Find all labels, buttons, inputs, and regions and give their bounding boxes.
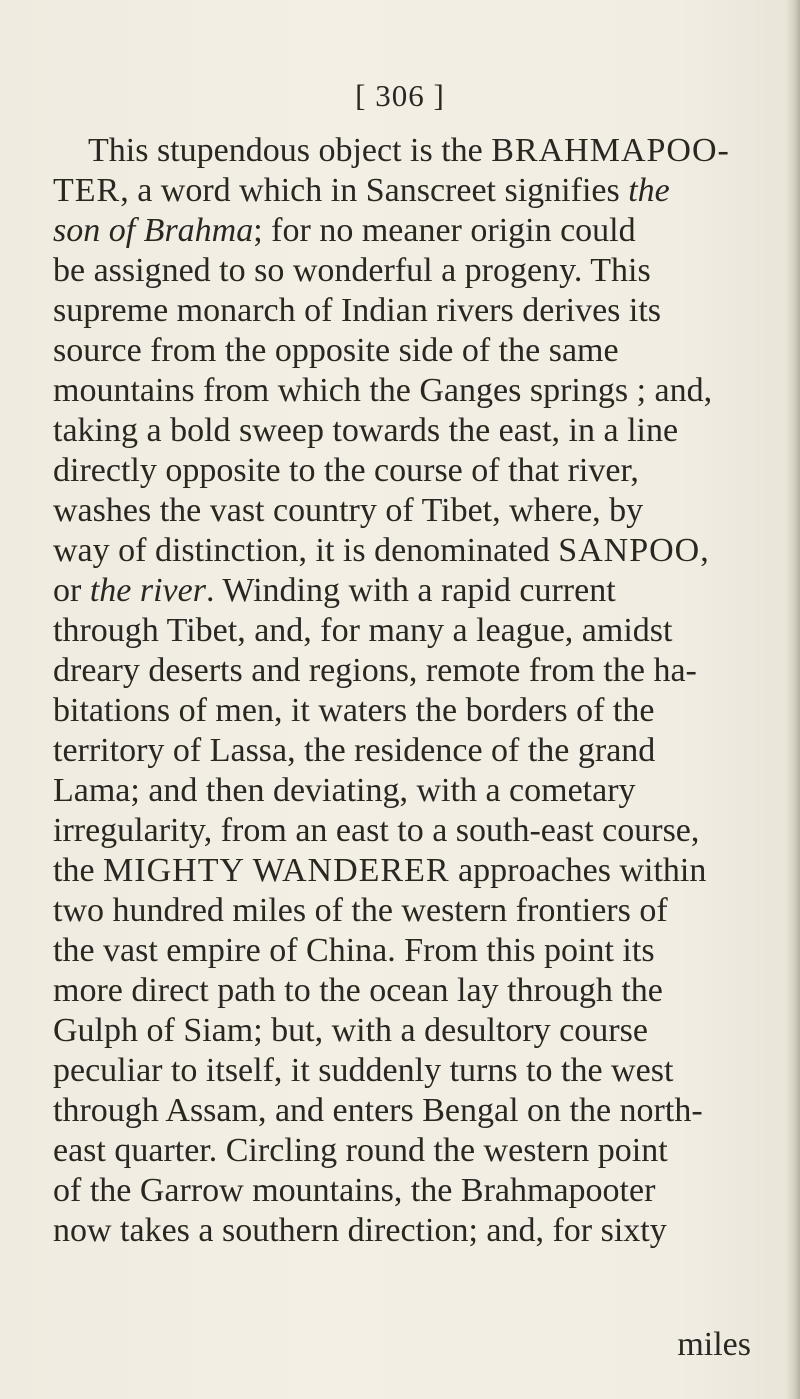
text-line: son of Brahma; for no meaner origin could (53, 212, 636, 249)
text-line: mountains from which the Ganges springs ; and, (53, 372, 713, 409)
text-line: way of distinction, it is denominated SANPOO, (53, 532, 710, 569)
catchword: miles (677, 1326, 751, 1363)
text-line: This stupendous object is the BRAHMAPOO- (88, 132, 730, 169)
text-line: supreme monarch of Indian rivers derives its (53, 292, 662, 329)
text-line: peculiar to itself, it suddenly turns to the west (53, 1052, 674, 1089)
text-line: through Assam, and enters Bengal on the north- (53, 1092, 703, 1129)
text-line: Lama; and then deviating, with a cometary (53, 772, 636, 809)
text-line: bitations of men, it waters the borders of the (53, 692, 655, 729)
text-line: irregularity, from an east to a south-east course, (53, 812, 700, 849)
text-line: or the river. Winding with a rapid current (53, 572, 616, 609)
text-line: through Tibet, and, for many a league, amidst (53, 612, 673, 649)
text-line: of the Garrow mountains, the Brahmapooter (53, 1172, 656, 1209)
text-line: TER, a word which in Sanscreet signifies the (53, 172, 670, 209)
text-line: territory of Lassa, the residence of the grand (53, 732, 656, 769)
text-line: more direct path to the ocean lay through the (53, 972, 663, 1009)
text-line: the vast empire of China. From this point its (53, 932, 655, 969)
text-line: directly opposite to the course of that river, (53, 452, 639, 489)
text-line: taking a bold sweep towards the east, in a line (53, 412, 679, 449)
text-line: source from the opposite side of the same (53, 332, 619, 369)
text-line: two hundred miles of the western frontiers of (53, 892, 668, 929)
page-number: [ 306 ] (355, 78, 445, 113)
text-line: dreary deserts and regions, remote from the ha- (53, 652, 697, 689)
text-line: east quarter. Circling round the western point (53, 1132, 668, 1169)
text-line: Gulph of Siam; but, with a desultory course (53, 1012, 648, 1049)
text-line: be assigned to so wonderful a progeny. This (53, 252, 651, 289)
text-line: now takes a southern direction; and, for sixty (53, 1212, 667, 1249)
text-line: the MIGHTY WANDERER approaches within (53, 852, 707, 889)
page-edge-shadow (786, 0, 800, 1399)
text-line: washes the vast country of Tibet, where, by (53, 492, 644, 529)
